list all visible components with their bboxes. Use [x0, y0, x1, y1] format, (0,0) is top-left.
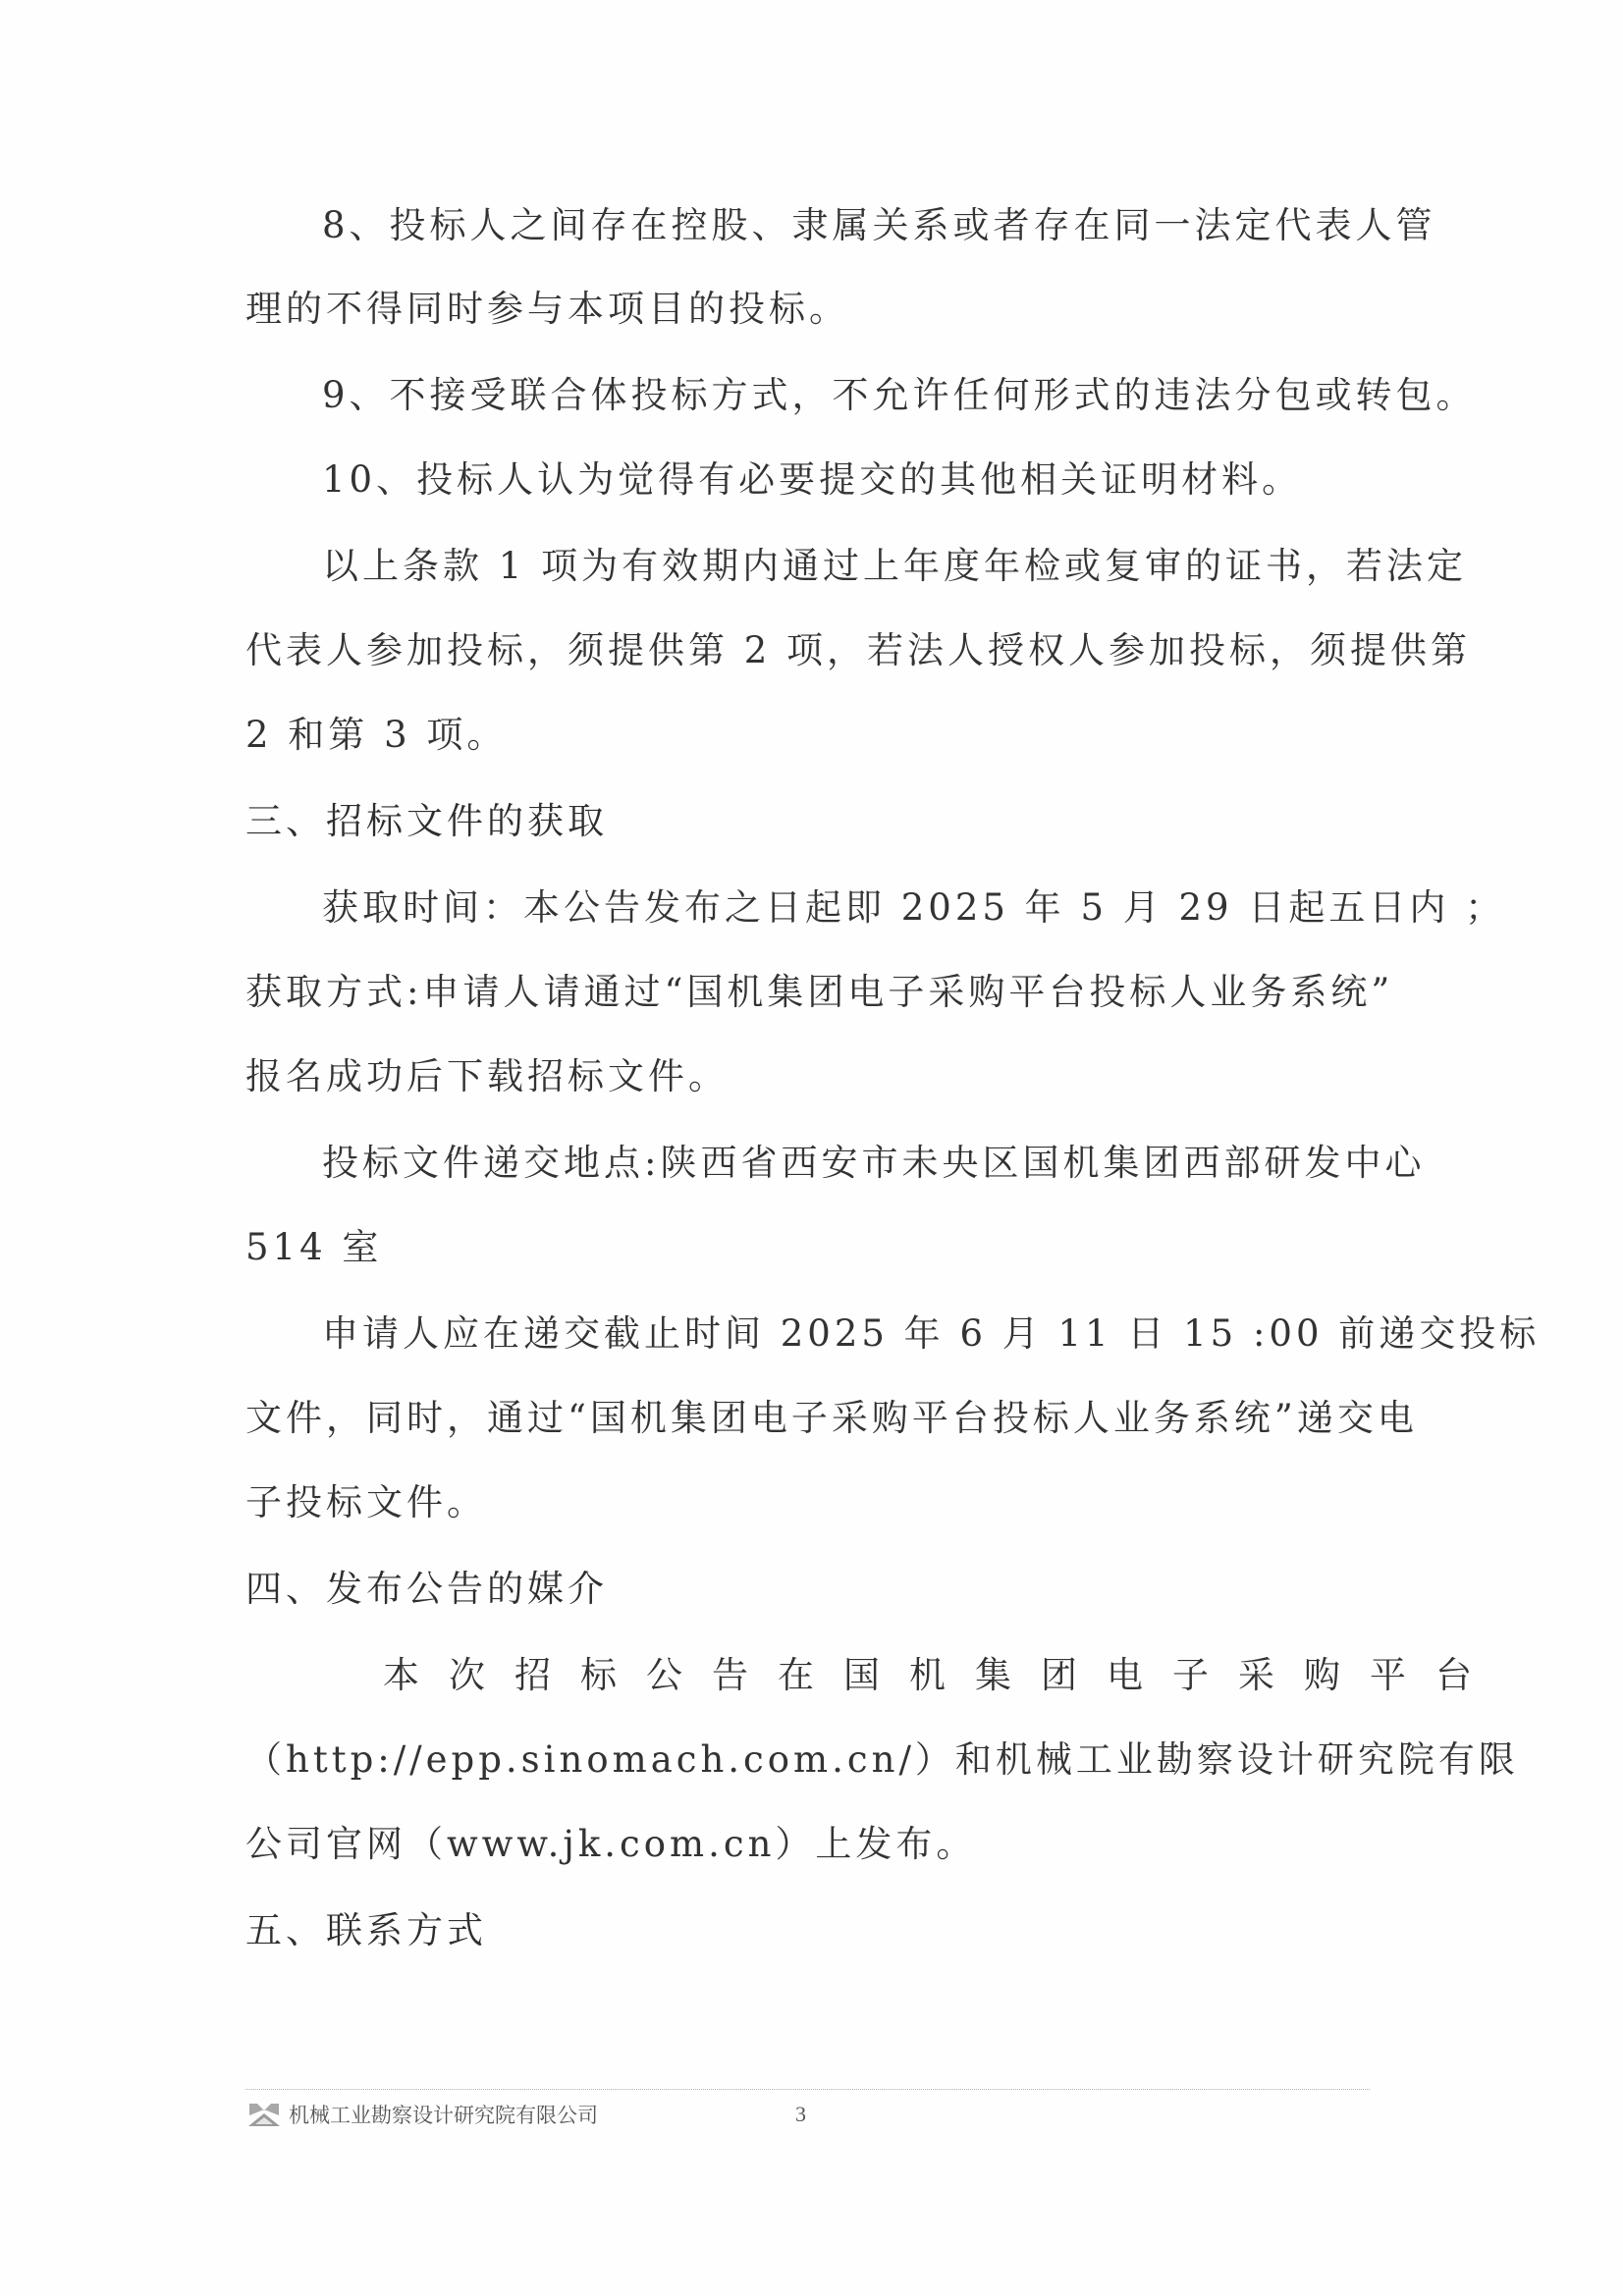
deadline-line-3: 子投标文件。: [245, 1481, 487, 1523]
acquisition-time: 获取时间：本公告发布之日起即 2025 年 5 月 29 日起五日内 ；: [322, 886, 1506, 929]
clause-note-line-3: 2 和第 3 项。: [245, 714, 508, 756]
company-name: 机械工业勘察设计研究院有限公司: [289, 2104, 598, 2127]
media-line-3: 公司官网（www.jk.com.cn）上发布。: [245, 1823, 977, 1865]
deadline-line-2: 文件，同时，通过“国机集团电子采购平台投标人业务系统”递交电: [245, 1397, 1418, 1439]
company-logo-icon: [247, 2102, 281, 2127]
submission-location-line-2: 514 室: [245, 1226, 383, 1268]
page-number: 3: [795, 2102, 806, 2126]
section-4-heading: 四、发布公告的媒介: [245, 1568, 608, 1610]
submission-location-line-1: 投标文件递交地点:陕西省西安市未央区国机集团西部研发中心: [322, 1142, 1426, 1184]
media-line-2: （http://epp.sinomach.com.cn/）和机械工业勘察设计研究院有限: [245, 1738, 1519, 1781]
clause-8-line-2: 理的不得同时参与本项目的投标。: [245, 288, 849, 330]
section-5-heading: 五、联系方式: [245, 1909, 487, 1951]
deadline-line-1: 申请人应在递交截止时间 2025 年 6 月 11 日 15 :00 前递交投标: [322, 1312, 1541, 1355]
page-footer: [247, 2097, 598, 2132]
acquisition-method-line-2: 报名成功后下载招标文件。: [245, 1055, 729, 1097]
acquisition-method-line-1: 获取方式:申请人请通过“国机集团电子采购平台投标人业务系统”: [245, 971, 1394, 1013]
media-line-1: 本次招标公告在国机集团电子采购平台: [383, 1654, 1501, 1696]
clause-note-line-2: 代表人参加投标，须提供第 2 项，若法人授权人参加投标，须提供第: [245, 629, 1472, 671]
clause-10: 10、投标人认为觉得有必要提交的其他相关证明材料。: [322, 458, 1303, 501]
clause-8-line-1: 8、投标人之间存在控股、隶属关系或者存在同一法定代表人管: [322, 204, 1436, 246]
clause-note-line-1: 以上条款 1 项为有效期内通过上年度年检或复审的证书，若法定: [322, 545, 1468, 587]
footer-divider: [245, 2089, 1370, 2090]
section-3-heading: 三、招标文件的获取: [245, 800, 608, 842]
clause-9: 9、不接受联合体投标方式，不允许任何形式的违法分包或转包。: [322, 374, 1477, 416]
